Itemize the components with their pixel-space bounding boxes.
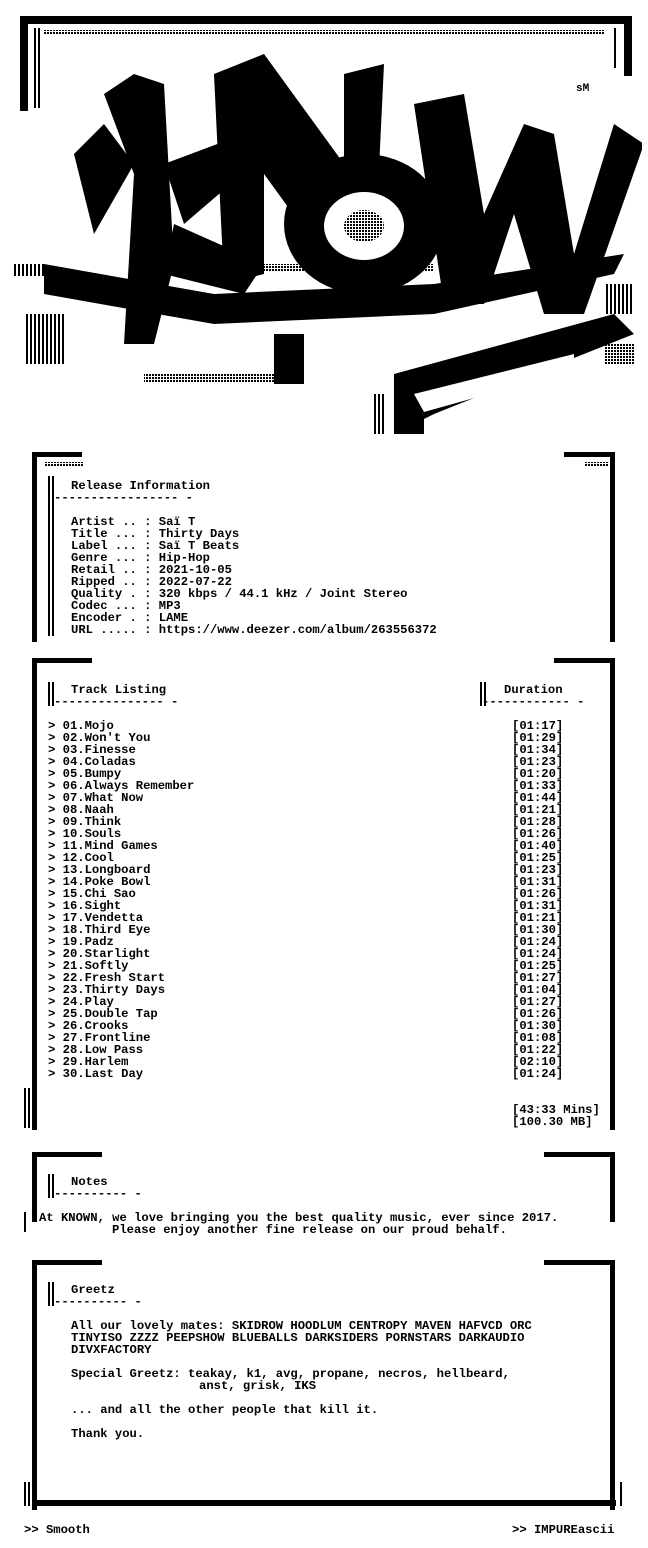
track-title: 13.Longboard	[62, 863, 151, 877]
track-duration: [01:30]	[512, 923, 564, 937]
chevron-right-icon: >	[48, 1043, 63, 1057]
track-duration: [01:22]	[512, 1043, 564, 1057]
track-title: 08.Naah	[62, 803, 114, 817]
tracklist-heading-underline: --------------- -	[54, 695, 179, 709]
track-title: 01.Mojo	[62, 719, 114, 733]
chevron-right-icon: >	[48, 803, 63, 817]
chevron-right-icon: >	[48, 1067, 63, 1081]
track-title: 10.Souls	[62, 827, 122, 841]
release-row-value: Saï T	[158, 515, 196, 529]
release-heading-underline: ----------------- -	[54, 491, 193, 505]
greetz-thanks: Thank you.	[71, 1427, 145, 1441]
greetz-box	[24, 1260, 624, 1510]
track-title: 04.Coladas	[62, 755, 136, 769]
track-duration: [01:21]	[512, 911, 564, 925]
release-row-value: Hip-Hop	[158, 551, 210, 565]
track-duration: [01:26]	[512, 887, 564, 901]
track-title: 15.Chi Sao	[62, 887, 136, 901]
track-title: 12.Cool	[62, 851, 114, 865]
track-duration: [01:25]	[512, 959, 564, 973]
track-duration: [01:20]	[512, 767, 564, 781]
track-title: 14.Poke Bowl	[62, 875, 151, 889]
release-row-value: 2022-07-22	[158, 575, 232, 589]
chevron-right-icon: >	[48, 887, 63, 901]
release-row-value: MP3	[158, 599, 181, 613]
chevron-right-icon: >	[48, 755, 63, 769]
greetz-heading-underline: ---------- -	[54, 1295, 142, 1309]
track-duration: [01:08]	[512, 1031, 564, 1045]
total-time: [43:33 Mins]	[512, 1103, 600, 1117]
chevron-right-icon: >	[48, 767, 63, 781]
greetz-others: ... and all the other people that kill it.	[71, 1403, 379, 1417]
track-duration: [01:31]	[512, 875, 564, 889]
total-size: [100.30 MB]	[512, 1115, 593, 1129]
track-duration: [01:30]	[512, 1019, 564, 1033]
release-row-value: 2021-10-05	[158, 563, 232, 577]
release-row-label: Codec ... :	[71, 599, 152, 613]
track-title: 29.Harlem	[62, 1055, 129, 1069]
release-row-value: 320 kbps / 44.1 kHz / Joint Stereo	[158, 587, 408, 601]
track-title: 17.Vendetta	[62, 911, 144, 925]
track-duration: [01:40]	[512, 839, 564, 853]
chevron-right-icon: >	[48, 875, 63, 889]
track-row	[48, 1068, 608, 1080]
greetz-mates-1: All our lovely mates: SKIDROW HOODLUM CENTROPY MAVEN HAFVCD ORC	[71, 1319, 532, 1333]
chevron-right-icon: >	[48, 851, 63, 865]
chevron-right-icon: >	[48, 1019, 63, 1033]
release-row-value: Thirty Days	[158, 527, 240, 541]
greetz-mates-3: DIVXFACTORY	[71, 1343, 152, 1357]
chevron-right-icon: >	[48, 827, 63, 841]
chevron-right-icon: >	[48, 995, 63, 1009]
track-duration: [01:33]	[512, 779, 564, 793]
track-title: 20.Starlight	[62, 947, 151, 961]
track-title: 27.Frontline	[62, 1031, 151, 1045]
track-duration: [01:17]	[512, 719, 564, 733]
release-row-label: Ripped .. :	[71, 575, 152, 589]
release-row-label: Label ... :	[71, 539, 152, 553]
track-title: 30.Last Day	[62, 1067, 144, 1081]
track-duration: [01:24]	[512, 935, 564, 949]
notes-line-2: Please enjoy another fine release on our proud behalf.	[112, 1223, 507, 1237]
track-duration: [01:04]	[512, 983, 564, 997]
release-row-label: Quality . :	[71, 587, 152, 601]
release-rows	[71, 516, 437, 636]
track-rows	[48, 720, 608, 1080]
track-duration: [01:21]	[512, 803, 564, 817]
track-title: 05.Bumpy	[62, 767, 122, 781]
chevron-right-icon: >	[48, 899, 63, 913]
chevron-right-icon: >	[48, 731, 63, 745]
track-duration: [01:26]	[512, 1007, 564, 1021]
track-title: 19.Padz	[62, 935, 114, 949]
track-title: 28.Low Pass	[62, 1043, 144, 1057]
track-title: 23.Thirty Days	[62, 983, 166, 997]
track-title: 21.Softly	[62, 959, 129, 973]
track-listing-box	[24, 658, 624, 1130]
chevron-right-icon: >	[48, 779, 63, 793]
footer-right-credit: >> IMPUREascii	[512, 1523, 615, 1537]
release-row	[71, 624, 437, 636]
chevron-right-icon: >	[48, 935, 63, 949]
track-duration: [01:26]	[512, 827, 564, 841]
logo-tag: sM	[576, 83, 590, 95]
release-row-value: Saï T Beats	[158, 539, 240, 553]
track-duration: [01:27]	[512, 995, 564, 1009]
track-title: 16.Sight	[62, 899, 122, 913]
track-title: 24.Play	[62, 995, 114, 1009]
track-duration: [01:28]	[512, 815, 564, 829]
track-title: 22.Fresh Start	[62, 971, 166, 985]
release-row-label: Title ... :	[71, 527, 152, 541]
chevron-right-icon: >	[48, 911, 63, 925]
release-information-box	[24, 452, 624, 642]
track-duration: [01:23]	[512, 755, 564, 769]
chevron-right-icon: >	[48, 839, 63, 853]
notes-line-1: At KNOWN, we love bringing you the best quality music, ever since 2017.	[39, 1211, 559, 1225]
track-title: 07.What Now	[62, 791, 144, 805]
track-duration: [01:23]	[512, 863, 564, 877]
release-row-label: URL ..... :	[71, 623, 152, 637]
chevron-right-icon: >	[48, 947, 63, 961]
track-duration: [02:10]	[512, 1055, 564, 1069]
release-row-label: Retail .. :	[71, 563, 152, 577]
greetz-mates-2: TINYISO ZZZZ PEEPSHOW BLUEBALLS DARKSIDERS PORNSTARS DARKAUDIO	[71, 1331, 525, 1345]
notes-heading-underline: ---------- -	[54, 1187, 142, 1201]
release-row-label: Encoder . :	[71, 611, 152, 625]
track-title: 26.Crooks	[62, 1019, 129, 1033]
track-duration: [01:44]	[512, 791, 564, 805]
track-title: 02.Won't You	[62, 731, 151, 745]
chevron-right-icon: >	[48, 1007, 63, 1021]
track-title: 06.Always Remember	[62, 779, 195, 793]
track-title: 03.Finesse	[62, 743, 136, 757]
footer-left-credit: >> Smooth	[24, 1523, 90, 1537]
track-duration: [01:27]	[512, 971, 564, 985]
release-row-value: https://www.deezer.com/album/263556372	[158, 623, 437, 637]
chevron-right-icon: >	[48, 959, 63, 973]
track-duration: [01:29]	[512, 731, 564, 745]
track-duration: [01:31]	[512, 899, 564, 913]
track-title: 09.Think	[62, 815, 122, 829]
track-duration: [01:24]	[512, 1067, 564, 1081]
greetz-special-2: anst, grisk, IKS	[199, 1379, 317, 1393]
release-row-label: Artist .. :	[71, 515, 152, 529]
chevron-right-icon: >	[48, 815, 63, 829]
release-row-label: Genre ... :	[71, 551, 152, 565]
chevron-right-icon: >	[48, 719, 63, 733]
chevron-right-icon: >	[48, 1055, 63, 1069]
chevron-right-icon: >	[48, 983, 63, 997]
release-heading: Release Information	[71, 479, 210, 493]
duration-heading-underline: ------------ -	[482, 695, 585, 709]
release-row-value: LAME	[158, 611, 189, 625]
chevron-right-icon: >	[48, 923, 63, 937]
chevron-right-icon: >	[48, 1031, 63, 1045]
track-duration: [01:24]	[512, 947, 564, 961]
chevron-right-icon: >	[48, 971, 63, 985]
greetz-heading: Greetz	[71, 1283, 115, 1297]
ascii-art-logo	[14, 14, 642, 444]
track-title: 25.Double Tap	[62, 1007, 158, 1021]
track-title: 18.Third Eye	[62, 923, 151, 937]
track-duration: [01:34]	[512, 743, 564, 757]
notes-heading: Notes	[71, 1175, 108, 1189]
chevron-right-icon: >	[48, 863, 63, 877]
duration-heading: Duration	[504, 683, 563, 697]
greetz-special-1: Special Greetz: teakay, k1, avg, propane, necros, hellbeard,	[71, 1367, 510, 1381]
chevron-right-icon: >	[48, 743, 63, 757]
track-duration: [01:25]	[512, 851, 564, 865]
chevron-right-icon: >	[48, 791, 63, 805]
notes-box	[24, 1152, 624, 1244]
track-title: 11.Mind Games	[62, 839, 158, 853]
tracklist-heading: Track Listing	[71, 683, 167, 697]
